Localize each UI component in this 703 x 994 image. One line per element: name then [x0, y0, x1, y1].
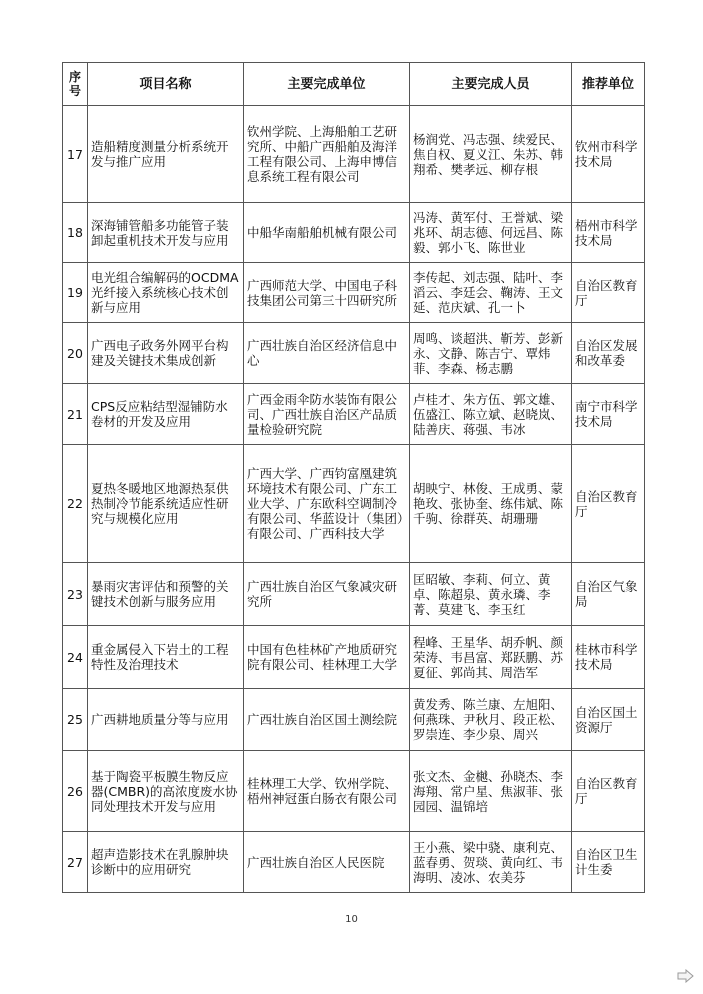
completing-units: 中船华南船舶机械有限公司 [244, 203, 410, 263]
recommending-unit: 自治区教育厅 [572, 263, 645, 323]
row-number: 27 [63, 832, 88, 893]
header-recommender: 推荐单位 [572, 63, 645, 106]
table-row [63, 563, 645, 626]
row-number: 19 [63, 263, 88, 323]
completing-people: 程峰、王星华、胡乔帆、颜荣涛、韦昌富、郑跃鹏、苏夏征、郭尚其、周浩军 [410, 626, 572, 689]
project-name: 重金属侵入下岩土的工程特性及治理技术 [88, 626, 244, 689]
completing-people: 周鸣、谈超洪、靳芳、彭新永、文静、陈吉宁、覃炜菲、李森、杨志鹏 [410, 323, 572, 384]
completing-people: 冯涛、黄军付、王誉斌、梁兆环、胡志德、何远昌、陈毅、郭小飞、陈世业 [410, 203, 572, 263]
recommending-unit: 自治区气象局 [572, 563, 645, 626]
table-row [63, 263, 645, 323]
completing-people: 杨润党、冯志强、续爱民、焦自权、夏义江、朱苏、韩翔希、樊孝远、柳存根 [410, 106, 572, 203]
row-number: 25 [63, 689, 88, 751]
completing-units: 广西壮族自治区气象减灾研究所 [244, 563, 410, 626]
recommending-unit: 桂林市科学技术局 [572, 626, 645, 689]
completing-people: 王小燕、梁中骁、康利克、蓝春勇、贺琰、黄向红、韦海明、凌冰、农美芬 [410, 832, 572, 893]
project-name: 夏热冬暖地区地源热泵供热制冷节能系统适应性研究与规模化应用 [88, 445, 244, 563]
recommending-unit: 南宁市科学技术局 [572, 384, 645, 445]
completing-people: 卢桂才、朱方伍、郭文雄、伍盛江、陈立斌、赵晓岚、陆善庆、蒋强、韦冰 [410, 384, 572, 445]
completing-people: 匡昭敏、李莉、何立、黄卓、陈超泉、黄永璘、李菁、莫建飞、李玉红 [410, 563, 572, 626]
completing-units: 广西大学、广西钧富凰建筑环境技术有限公司、广东工业大学、广东欧科空调制冷有限公司、华蓝设计（集团）有限公司、广西科技大学 [244, 445, 410, 563]
row-number: 23 [63, 563, 88, 626]
completing-people: 胡映宁、林俊、王成勇、蒙艳玫、张协奎、练伟斌、陈千驹、徐群英、胡珊珊 [410, 445, 572, 563]
header-seq: 序号 [63, 63, 88, 106]
table-row [63, 106, 645, 203]
completing-people: 李传起、刘志强、陆叶、李滔云、李廷会、鞠涛、王文延、范庆斌、孔一卜 [410, 263, 572, 323]
project-name: CPS反应粘结型湿铺防水卷材的开发及应用 [88, 384, 244, 445]
header-project: 项目名称 [88, 63, 244, 106]
row-number: 18 [63, 203, 88, 263]
project-name: 超声造影技术在乳腺肿块诊断中的应用研究 [88, 832, 244, 893]
row-number: 24 [63, 626, 88, 689]
completing-units: 桂林理工大学、钦州学院、梧州神冠蛋白肠衣有限公司 [244, 751, 410, 832]
completing-units: 钦州学院、上海船舶工艺研究所、中船广西船舶及海洋工程有限公司、上海申博信息系统工程有限公司 [244, 106, 410, 203]
table-row [63, 689, 645, 751]
recommending-unit: 梧州市科学技术局 [572, 203, 645, 263]
row-number: 20 [63, 323, 88, 384]
project-name: 广西耕地质量分等与应用 [88, 689, 244, 751]
project-name: 电光组合编解码的OCDMA光纤接入系统核心技术创新与应用 [88, 263, 244, 323]
recommending-unit: 自治区卫生计生委 [572, 832, 645, 893]
table-row [63, 445, 645, 563]
row-number: 21 [63, 384, 88, 445]
table-row [63, 626, 645, 689]
award-projects-table [62, 62, 645, 893]
recommending-unit: 自治区国土资源厅 [572, 689, 645, 751]
header-units: 主要完成单位 [244, 63, 410, 106]
completing-people: 张文杰、金樾、孙晓杰、李海翔、常户星、焦淑菲、张园园、温锦培 [410, 751, 572, 832]
completing-people: 黄发秀、陈兰康、左旭阳、何燕珠、尹秋月、段正松、罗崇连、李少泉、周兴 [410, 689, 572, 751]
completing-units: 广西壮族自治区经济信息中心 [244, 323, 410, 384]
project-name: 造船精度测量分析系统开发与推广应用 [88, 106, 244, 203]
project-name: 暴雨灾害评估和预警的关键技术创新与服务应用 [88, 563, 244, 626]
row-number: 26 [63, 751, 88, 832]
row-number: 22 [63, 445, 88, 563]
table-row [63, 832, 645, 893]
next-page-arrow-icon[interactable] [677, 969, 695, 983]
completing-units: 广西师范大学、中国电子科技集团公司第三十四研究所 [244, 263, 410, 323]
row-number: 17 [63, 106, 88, 203]
completing-units: 广西壮族自治区国土测绘院 [244, 689, 410, 751]
completing-units: 广西金雨伞防水装饰有限公司、广西壮族自治区产品质量检验研究院 [244, 384, 410, 445]
page-number: 10 [345, 914, 358, 925]
table-row [63, 203, 645, 263]
project-name: 深海铺管船多功能管子装卸起重机技术开发与应用 [88, 203, 244, 263]
project-name: 广西电子政务外网平台构建及关键技术集成创新 [88, 323, 244, 384]
recommending-unit: 自治区教育厅 [572, 445, 645, 563]
recommending-unit: 自治区发展和改革委 [572, 323, 645, 384]
recommending-unit: 钦州市科学技术局 [572, 106, 645, 203]
table-row [63, 751, 645, 832]
header-people: 主要完成人员 [410, 63, 572, 106]
table-row [63, 323, 645, 384]
table-row [63, 384, 645, 445]
project-name: 基于陶瓷平板膜生物反应器(CMBR)的高浓度废水协同处理技术开发与应用 [88, 751, 244, 832]
recommending-unit: 自治区教育厅 [572, 751, 645, 832]
table-header-row [63, 63, 645, 106]
completing-units: 中国有色桂林矿产地质研究院有限公司、桂林理工大学 [244, 626, 410, 689]
completing-units: 广西壮族自治区人民医院 [244, 832, 410, 893]
